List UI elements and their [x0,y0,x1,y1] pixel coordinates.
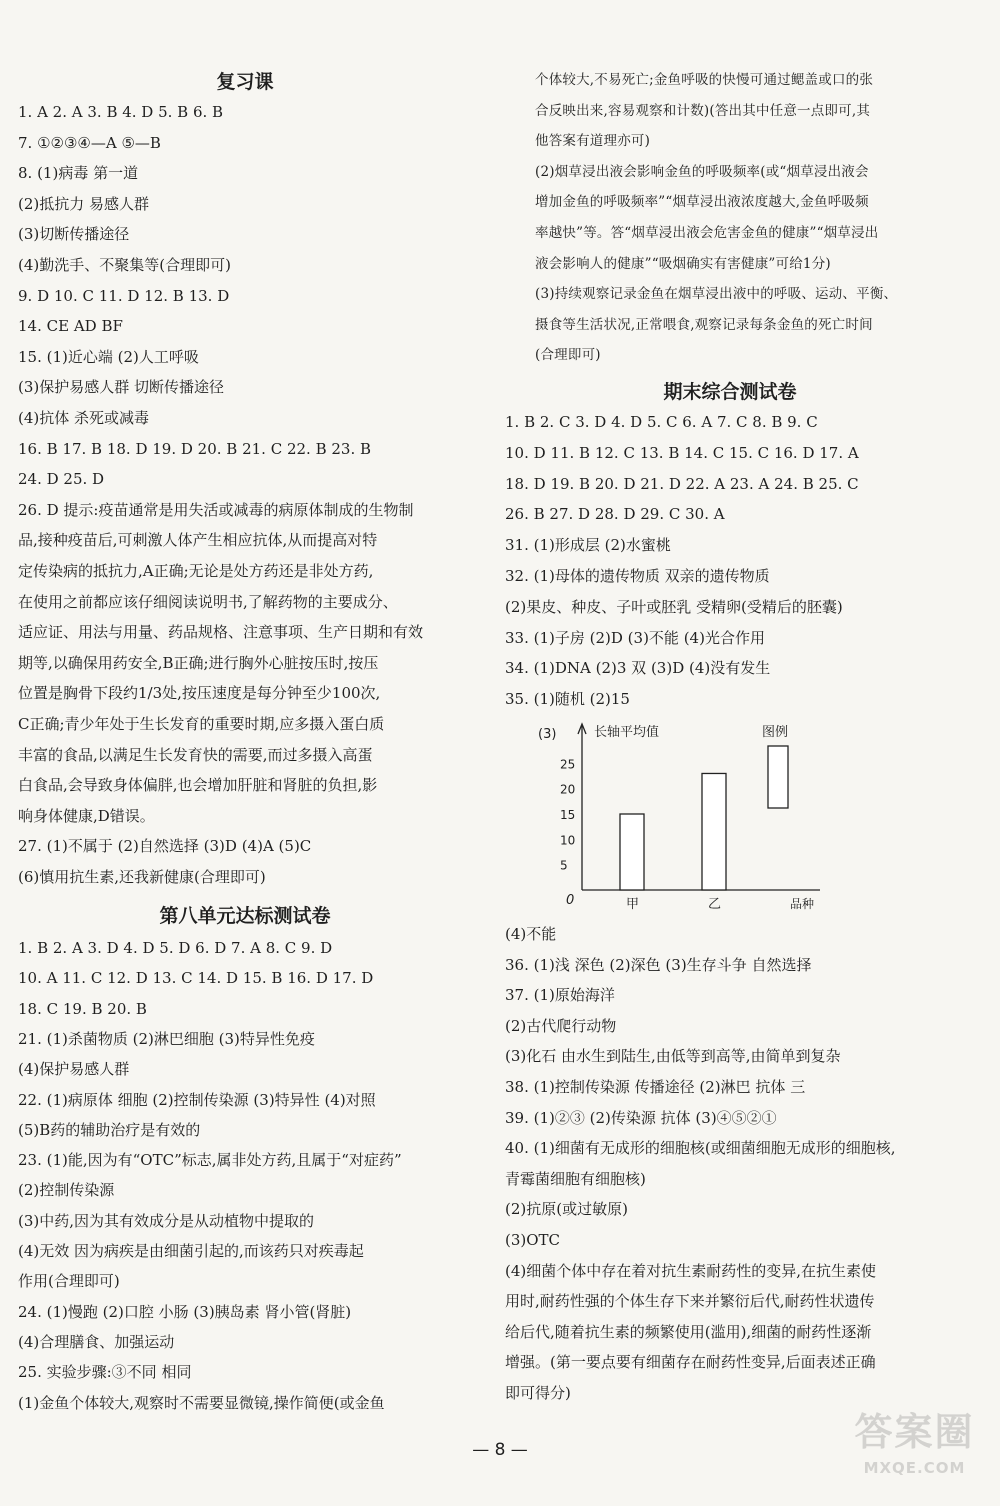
answer-line: 15. (1)近心端 (2)人工呼吸 [18,347,199,366]
answer-line: 38. (1)控制传染源 传播途径 (2)淋巴 抗体 三 [505,1078,806,1096]
answer-line: (4)合理膳食、加强运动 [18,1332,175,1351]
watermark-bottom: MXQE.COM [863,1459,966,1477]
answer-line: 品,接种疫苗后,可刺激人体产生相应抗体,从而提高对特 [18,531,378,550]
answer-line: 给后代,随着抗生素的频繁使用(滥用),细菌的耐药性逐渐 [505,1322,872,1341]
bar-1 [620,814,644,890]
answer-line: 增加金鱼的呼吸频率”“烟草浸出液浓度越大,金鱼呼吸频 [535,194,869,211]
answer-line: (2)烟草浸出液会影响金鱼的呼吸频率(或“烟草浸出液会 [535,163,869,180]
answer-line: 40. (1)细菌有无成形的细胞核(或细菌细胞无成形的细胞核, [505,1139,896,1158]
answer-line: (1)金鱼个体较大,观察时不需要显微镜,操作简便(或金鱼 [18,1393,385,1412]
answer-line: 33. (1)子房 (2)D (3)不能 (4)光合作用 [505,628,765,647]
answer-line: 7. ①②③④—A ⑤—B [18,133,161,152]
y-tick-label: 10 [560,833,576,848]
answer-line: 率越快”等。答“烟草浸出液会危害金鱼的健康”“烟草浸出 [535,225,879,241]
answer-line: 即可得分) [505,1384,571,1402]
answer-line: (3)持续观察记录金鱼在烟草浸出液中的呼吸、运动、平衡、 [535,286,898,303]
answer-line: 1. B 2. C 3. D 4. D 5. C 6. A 7. C 8. B 9. C [505,413,818,431]
legend-swatch [768,746,788,808]
answer-line: 青霉菌细胞有细胞核) [505,1169,646,1188]
final-exam-heading: 期末综合测试卷 [663,381,797,403]
answer-line: 31. (1)形成层 (2)水蜜桃 [505,536,671,555]
answer-line: 期等,以确保用药安全,B正确;进行胸外心脏按压时,按压 [18,653,379,672]
review-heading: 复习课 [216,71,274,93]
answer-line: 个体较大,不易死亡;金鱼呼吸的快慢可通过鳃盖或口的张 [535,72,874,88]
answer-line: (4)不能 [505,925,557,943]
answer-line: 作用(合理即可) [18,1272,120,1291]
answer-line: 32. (1)母体的遗传物质 双亲的遗传物质 [505,567,770,585]
answer-line: 34. (1)DNA (2)3 双 (3)D (4)没有发生 [505,659,771,678]
answer-line: 位置是胸骨下段约1/3处,按压速度是每分钟至少100次, [18,684,381,703]
answer-line: 1. A 2. A 3. B 4. D 5. B 6. B [18,103,224,121]
y-axis-label: 长轴平均值 [594,725,660,740]
answer-line: (3)OTC [505,1231,561,1249]
x-tick-label: 乙 [708,897,722,912]
answer-line: (3)化石 由水生到陆生,由低等到高等,由简单到复杂 [505,1047,841,1066]
answer-line: 响身体健康,D错误。 [18,806,155,825]
answer-line: 37. (1)原始海洋 [505,986,615,1005]
answer-line: 21. (1)杀菌物质 (2)淋巴细胞 (3)特异性免疫 [18,1029,315,1048]
answer-line: (合理即可) [535,347,601,364]
answer-line: (2)古代爬行动物 [505,1016,617,1035]
answer-line: 增强。(第一要点要有细菌存在耐药性变异,后面表述正确 [505,1353,876,1372]
answer-line: 23. (1)能,因为有“OTC”标志,属非处方药,且属于“对症药” [18,1151,402,1170]
answer-line: 合反映出来,容易观察和计数)(答出其中任意一点即可,其 [535,102,871,119]
watermark-top: 答案圈 [854,1410,975,1454]
answer-line: (3)保护易感人群 切断传播途径 [18,378,225,397]
x-tick-label: 甲 [626,897,640,912]
answer-line: 9. D 10. C 11. D 12. B 13. D [18,286,230,305]
answer-line: (4)细菌个体中存在着对抗生素耐药性的变异,在抗生素使 [505,1261,877,1280]
answer-line: 他答案有道理亦可) [535,133,651,150]
answer-line: 丰富的食品,以满足生长发育快的需要,而过多摄入高蛋 [18,745,373,764]
answer-line: 液会影响人的健康”“吸烟确实有害健康”可给1分) [535,255,831,272]
y-tick-label: 0 [566,893,575,908]
unit8-heading: 第八单元达标测试卷 [159,905,331,927]
answer-line: 10. A 11. C 12. D 13. C 14. D 15. B 16. D 17. D [18,969,374,988]
answer-line: 24. (1)慢跑 (2)口腔 小肠 (3)胰岛素 肾小管(肾脏) [18,1302,352,1321]
answer-line: (2)抗原(或过敏原) [505,1200,628,1219]
answer-line: (5)B药的辅助治疗是有效的 [18,1120,201,1139]
answer-line: 在使用之前都应该仔细阅读说明书,了解药物的主要成分、 [18,592,398,611]
watermark-logo [847,1406,982,1496]
answer-line: 定传染病的抵抗力,A正确;无论是处方药还是非处方药, [18,562,374,580]
bar-2 [702,773,726,890]
answer-line: (3)切断传播途径 [18,225,130,244]
answer-line: 25. 实验步骤:③不同 相同 [18,1363,192,1382]
y-tick-label: 25 [560,757,576,772]
answer-line: 白食品,会导致身体偏胖,也会增加肝脏和肾脏的负担,影 [18,776,378,795]
page-number: — 8 — [472,1440,528,1460]
answer-line: (6)慎用抗生素,还我新健康(合理即可) [18,868,266,886]
answer-line: C正确;青少年处于生长发育的重要时期,应多摄入蛋白质 [18,715,385,733]
answer-line: 用时,耐药性强的个体生存下来并繁衍后代,耐药性状遗传 [505,1292,875,1311]
answer-line: 1. B 2. A 3. D 4. D 5. D 6. D 7. A 8. C 9. D [18,939,333,957]
answer-line: 35. (1)随机 (2)15 [505,690,630,709]
answer-line: (2)抵抗力 易感人群 [18,194,150,213]
answer-line: (4)勤洗手、不聚集等(合理即可) [18,256,231,274]
answer-line: 22. (1)病原体 细胞 (2)控制传染源 (3)特异性 (4)对照 [18,1090,376,1109]
answer-line: (2)控制传染源 [18,1181,115,1200]
x-axis-label: 品种 [790,897,815,911]
answer-line: 18. D 19. B 20. D 21. D 22. A 23. A 24. B 25. C [505,474,859,493]
answer-line: 8. (1)病毒 第一道 [18,164,139,183]
chart-question-label: (3) [538,727,557,742]
answer-line: 摄食等生活状况,正常喂食,观察记录每条金鱼的死亡时间 [535,316,873,333]
legend-title: 图例 [762,725,789,740]
answer-line: 14. CE AD BF [18,317,123,336]
answer-line: (4)抗体 杀死或减毒 [18,409,150,427]
answer-line: 10. D 11. B 12. C 13. B 14. C 15. C 16. D 17. A [505,443,859,462]
y-tick-label: 20 [560,782,576,797]
answer-line: (4)无效 因为病疾是由细菌引起的,而该药只对疾毒起 [18,1242,364,1260]
answer-line: 39. (1)②③ (2)传染源 抗体 (3)④⑤②① [505,1108,777,1127]
answer-line: (3)中药,因为其有效成分是从动植物中提取的 [18,1211,315,1230]
y-tick-label: 5 [560,858,568,873]
answer-line: 适应证、用法与用量、药品规格、注意事项、生产日期和有效 [18,623,424,642]
y-tick-label: 15 [560,808,576,822]
answer-line: 18. C 19. B 20. B [18,999,147,1018]
answer-line: 16. B 17. B 18. D 19. D 20. B 21. C 22. B 23. B [18,439,372,458]
answer-line: 36. (1)浅 深色 (2)深色 (3)生存斗争 自然选择 [505,955,812,974]
bar-chart [530,718,820,918]
answer-line: 27. (1)不属于 (2)自然选择 (3)D (4)A (5)C [18,837,312,856]
answer-line: 26. B 27. D 28. D 29. C 30. A [505,505,725,524]
answer-line: 24. D 25. D [18,470,105,489]
answer-line: (2)果皮、种皮、子叶或胚乳 受精卵(受精后的胚囊) [505,597,843,616]
answer-line: (4)保护易感人群 [18,1060,130,1079]
answer-line: 26. D 提示:疫苗通常是用失活或减毒的病原体制成的生物制 [18,500,414,519]
